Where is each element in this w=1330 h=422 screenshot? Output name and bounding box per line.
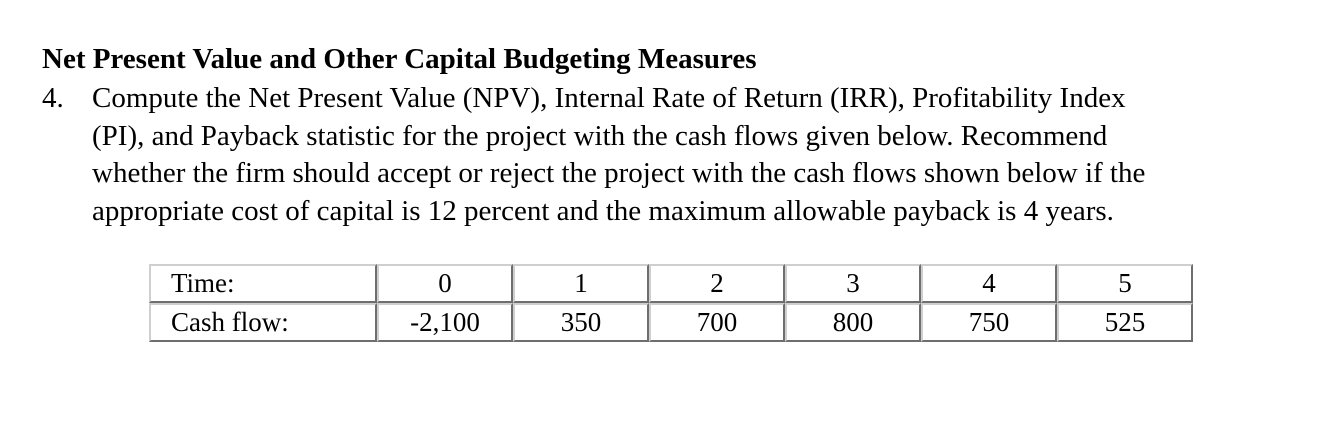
cash-flow-cell: 700 <box>649 303 785 342</box>
cash-flow-cell: -2,100 <box>377 303 513 342</box>
problem-line: appropriate cost of capital is 12 percent and the maximum allowable payback is 4 years. <box>92 194 1114 227</box>
problem-number: 4. <box>42 82 64 114</box>
problem-line: Compute the Net Present Value (NPV), Internal Rate of Return (IRR), Profitability Index <box>92 82 1126 114</box>
time-cell: 0 <box>377 264 513 303</box>
cash-flow-cell: 800 <box>785 303 921 342</box>
time-cell: 3 <box>785 264 921 303</box>
time-cell: 1 <box>513 264 649 303</box>
cash-flow-cell: 525 <box>1057 303 1193 342</box>
problem-statement <box>42 80 1312 230</box>
cash-flow-cell: 750 <box>921 303 1057 342</box>
time-label: Time: <box>149 264 377 303</box>
time-cell: 4 <box>921 264 1057 303</box>
time-cell: 5 <box>1057 264 1193 303</box>
time-row <box>149 264 1193 303</box>
problem-line: whether the firm should accept or reject the project with the cash flows shown below if the <box>92 157 1146 189</box>
problem-text <box>92 80 1312 230</box>
cash-flow-label: Cash flow: <box>149 303 377 342</box>
problem-line: (PI), and Payback statistic for the project with the cash flows given below. Recommend <box>92 119 1108 152</box>
cash-flow-row <box>149 303 1193 342</box>
cash-flow-cell: 350 <box>513 303 649 342</box>
time-cell: 2 <box>649 264 785 303</box>
section-heading: Net Present Value and Other Capital Budgeting Measures <box>42 43 757 75</box>
cash-flow-table <box>149 264 1193 342</box>
